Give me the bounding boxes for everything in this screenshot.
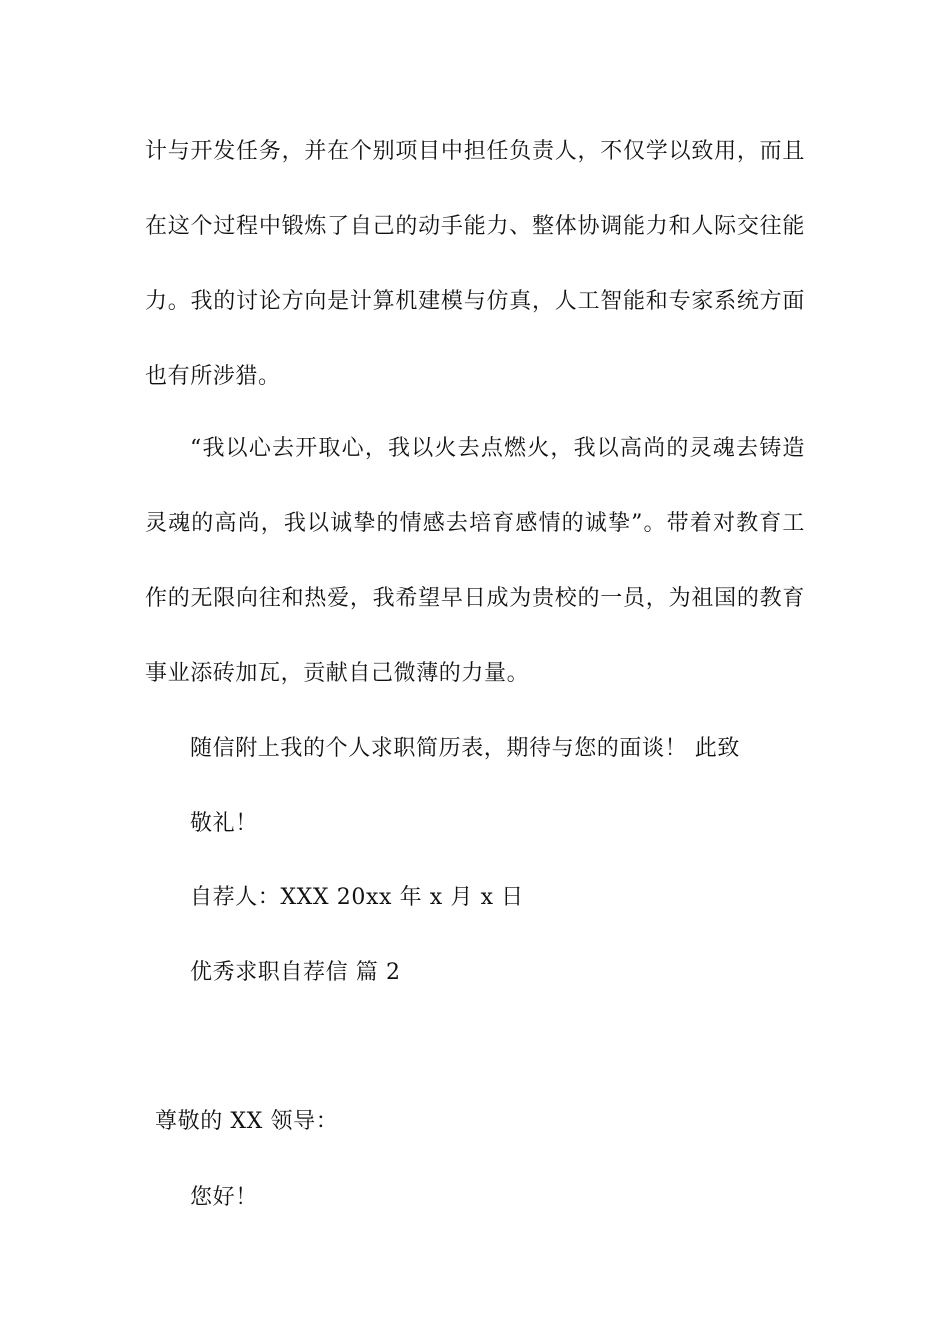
paragraph-2-line-2: 灵魂的高尚，我以诚挚的情感去培育感情的诚挚”。带着对教育工 [145, 511, 805, 536]
paragraph-1-line-4: 也有所涉猎。 [145, 364, 281, 389]
paragraph-2-line-1: “我以心去开取心，我以火去点燃火，我以高尚的灵魂去铸造 [190, 436, 805, 461]
section-title: 优秀求职自荐信 篇 2 [190, 960, 401, 985]
salute-line: 敬礼！ [190, 811, 258, 836]
paragraph-1-line-3: 力。我的讨论方向是计算机建模与仿真，人工智能和专家系统方面 [145, 289, 805, 314]
paragraph-1-line-2: 在这个过程中锻炼了自己的动手能力、整体协调能力和人际交往能 [145, 214, 805, 239]
signature-line: 自荐人：XXX 20xx 年 x 月 x 日 [190, 885, 524, 910]
hello-line: 您好！ [190, 1185, 258, 1210]
paragraph-2-line-3: 作的无限向往和热爱，我希望早日成为贵校的一员，为祖国的教育 [145, 586, 805, 611]
paragraph-2-line-4: 事业添砖加瓦，贡献自己微薄的力量。 [145, 661, 530, 686]
greeting-line: 尊敬的 XX 领导： [155, 1109, 339, 1134]
closing-line: 随信附上我的个人求职简历表，期待与您的面谈！ 此致 [190, 736, 740, 761]
paragraph-1-line-1: 计与开发任务，并在个别项目中担任负责人，不仅学以致用，而且 [145, 139, 805, 164]
